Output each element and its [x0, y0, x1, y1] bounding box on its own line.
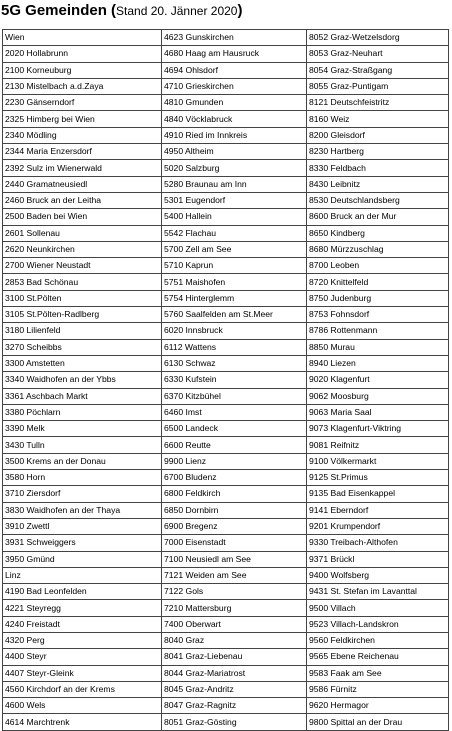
table-row [3, 470, 449, 486]
table-row [3, 372, 449, 388]
table-row [3, 78, 449, 94]
table-cell: 9900 Lienz [162, 453, 307, 469]
table-cell: 3710 Ziersdorf [3, 486, 162, 502]
table-cell: 8160 Weiz [307, 111, 449, 127]
table-row [3, 437, 449, 453]
table-cell: 4694 Ohlsdorf [162, 62, 307, 78]
table-cell: 9560 Feldkirchen [307, 632, 449, 648]
table-cell: 8230 Hartberg [307, 144, 449, 160]
table-cell: 6460 Imst [162, 404, 307, 420]
table-cell: 2130 Mistelbach a.d.Zaya [3, 78, 162, 94]
table-row [3, 453, 449, 469]
table-row [3, 567, 449, 583]
table-cell: 2325 Himberg bei Wien [3, 111, 162, 127]
table-cell: 2460 Bruck an der Leitha [3, 192, 162, 208]
table-cell: 3580 Horn [3, 470, 162, 486]
table-cell: 6500 Landeck [162, 421, 307, 437]
table-row [3, 209, 449, 225]
table-cell: 5751 Maishofen [162, 274, 307, 290]
table-cell: 9800 Spittal an der Drau [307, 714, 449, 730]
table-cell: 6112 Wattens [162, 339, 307, 355]
page-title [1, 0, 242, 24]
table-cell: 6020 Innsbruck [162, 323, 307, 339]
table-row [3, 502, 449, 518]
table-row [3, 518, 449, 534]
table-row [3, 290, 449, 306]
table-cell: 9586 Fürnitz [307, 681, 449, 697]
table-cell: 4810 Gmunden [162, 95, 307, 111]
table-cell: 5280 Braunau am Inn [162, 176, 307, 192]
table-cell: 8430 Leibnitz [307, 176, 449, 192]
table-cell: 4400 Steyr [3, 649, 162, 665]
open-paren: ( [106, 2, 117, 19]
table-cell: 5700 Zell am See [162, 241, 307, 257]
municipality-table [2, 29, 449, 731]
table-cell: 8786 Rottenmann [307, 323, 449, 339]
table-cell: 7121 Weiden am See [162, 567, 307, 583]
table-cell: 8052 Graz-Wetzelsdorg [307, 30, 449, 46]
table-cell: 8680 Mürzzuschlag [307, 241, 449, 257]
table-cell: Linz [3, 567, 162, 583]
table-cell: 3500 Krems an der Donau [3, 453, 162, 469]
table-cell: 7210 Mattersburg [162, 600, 307, 616]
table-cell: 2392 Sulz im Wienerwald [3, 160, 162, 176]
table-cell: 5710 Kaprun [162, 258, 307, 274]
table-row [3, 258, 449, 274]
table-cell: 9020 Klagenfurt [307, 372, 449, 388]
table-cell: 8040 Graz [162, 632, 307, 648]
table-cell: 4320 Perg [3, 632, 162, 648]
table-row [3, 274, 449, 290]
table-row [3, 600, 449, 616]
table-cell: 3390 Melk [3, 421, 162, 437]
table-cell: 6330 Kufstein [162, 372, 307, 388]
table-row [3, 535, 449, 551]
table-cell: 3100 St.Pölten [3, 290, 162, 306]
table-cell: 2230 Gänserndorf [3, 95, 162, 111]
table-cell: 4560 Kirchdorf an der Krems [3, 681, 162, 697]
table-cell: 9371 Brückl [307, 551, 449, 567]
table-cell: 6800 Feldkirch [162, 486, 307, 502]
table-cell: 6850 Dornbirn [162, 502, 307, 518]
table-cell: 8720 Knittelfeld [307, 274, 449, 290]
table-row [3, 584, 449, 600]
table-cell: 9583 Faak am See [307, 665, 449, 681]
table-cell: 5542 Flachau [162, 225, 307, 241]
table-cell: 2601 Sollenau [3, 225, 162, 241]
table-cell: 2020 Hollabrunn [3, 46, 162, 62]
table-cell: 8530 Deutschlandsberg [307, 192, 449, 208]
table-row [3, 714, 449, 730]
table-cell: 9135 Bad Eisenkappel [307, 486, 449, 502]
table-cell: 5760 Saalfelden am St.Meer [162, 307, 307, 323]
table-row [3, 421, 449, 437]
table-cell: 4950 Altheim [162, 144, 307, 160]
table-row [3, 681, 449, 697]
table-cell: 7122 Gols [162, 584, 307, 600]
table-cell: 4407 Steyr-Gleink [3, 665, 162, 681]
table-cell: 9100 Völkermarkt [307, 453, 449, 469]
table-row [3, 111, 449, 127]
table-cell: 8330 Feldbach [307, 160, 449, 176]
table-cell: 8055 Graz-Puntigam [307, 78, 449, 94]
table-cell: 5020 Salzburg [162, 160, 307, 176]
table-cell: 3340 Waidhofen an der Ybbs [3, 372, 162, 388]
table-cell: 3430 Tulln [3, 437, 162, 453]
close-paren: ) [237, 2, 243, 19]
table-cell: 4614 Marchtrenk [3, 714, 162, 730]
table-row [3, 616, 449, 632]
table-cell: 2620 Neunkirchen [3, 241, 162, 257]
table-cell: 3380 Pöchlarn [3, 404, 162, 420]
table-cell: 6130 Schwaz [162, 355, 307, 371]
table-cell: 7400 Oberwart [162, 616, 307, 632]
table-row [3, 486, 449, 502]
table-cell: 8054 Graz-Straßgang [307, 62, 449, 78]
table-cell: 4710 Grieskirchen [162, 78, 307, 94]
table-cell: 3910 Zwettl [3, 518, 162, 534]
table-cell: 2100 Korneuburg [3, 62, 162, 78]
table-row [3, 95, 449, 111]
table-cell: 2344 Maria Enzersdorf [3, 144, 162, 160]
table-cell: 9125 St.Primus [307, 470, 449, 486]
table-cell: 7000 Eisenstadt [162, 535, 307, 551]
table-row [3, 649, 449, 665]
table-cell: 8051 Graz-Gösting [162, 714, 307, 730]
table-cell: 9330 Treibach-Althofen [307, 535, 449, 551]
table-cell: 6600 Reutte [162, 437, 307, 453]
table-cell: 9431 St. Stefan im Lavanttal [307, 584, 449, 600]
table-cell: 8940 Liezen [307, 355, 449, 371]
table-cell: 8121 Deutschfeistritz [307, 95, 449, 111]
table-cell: 8053 Graz-Neuhart [307, 46, 449, 62]
table-cell: 4840 Vöcklabruck [162, 111, 307, 127]
table-row [3, 225, 449, 241]
table-row [3, 355, 449, 371]
table-row [3, 127, 449, 143]
table-cell: 9073 Klagenfurt-Viktring [307, 421, 449, 437]
table-cell: 8044 Graz-Mariatrost [162, 665, 307, 681]
table-cell: 9523 Villach-Landskron [307, 616, 449, 632]
table-row [3, 339, 449, 355]
table-row [3, 30, 449, 46]
table-cell: 4600 Wels [3, 698, 162, 714]
table-row [3, 192, 449, 208]
table-cell: 4190 Bad Leonfelden [3, 584, 162, 600]
table-cell: 3830 Waidhofen an der Thaya [3, 502, 162, 518]
table-cell: 9400 Wolfsberg [307, 567, 449, 583]
table-cell: 6700 Bludenz [162, 470, 307, 486]
table-cell: 3950 Gmünd [3, 551, 162, 567]
table-cell: 3270 Scheibbs [3, 339, 162, 355]
table-row [3, 241, 449, 257]
table-cell: 8650 Kindberg [307, 225, 449, 241]
table-cell: 8750 Judenburg [307, 290, 449, 306]
title-text: 5G Gemeinden [1, 2, 107, 19]
table-cell: 9081 Reifnitz [307, 437, 449, 453]
table-cell: 8850 Murau [307, 339, 449, 355]
table-cell: 2700 Wiener Neustadt [3, 258, 162, 274]
table-cell: 8200 Gleisdorf [307, 127, 449, 143]
table-cell: 6900 Bregenz [162, 518, 307, 534]
table-row [3, 46, 449, 62]
table-row [3, 323, 449, 339]
table-cell: 9620 Hermagor [307, 698, 449, 714]
table-row [3, 551, 449, 567]
table-cell: 9500 Villach [307, 600, 449, 616]
table-cell: 2853 Bad Schönau [3, 274, 162, 290]
table-cell: 8753 Fohnsdorf [307, 307, 449, 323]
table-cell: 6370 Kitzbühel [162, 388, 307, 404]
table-row [3, 160, 449, 176]
table-row [3, 144, 449, 160]
table-cell: 3361 Aschbach Markt [3, 388, 162, 404]
table-cell: 3105 St.Pölten-Radlberg [3, 307, 162, 323]
table-row [3, 62, 449, 78]
table-row [3, 632, 449, 648]
table-cell: 9141 Eberndorf [307, 502, 449, 518]
table-cell: 3931 Schweiggers [3, 535, 162, 551]
table-cell: Wien [3, 30, 162, 46]
table-row [3, 307, 449, 323]
table-cell: 3300 Amstetten [3, 355, 162, 371]
table-cell: 7100 Neusiedl am See [162, 551, 307, 567]
table-cell: 4240 Freistadt [3, 616, 162, 632]
table-cell: 9565 Ebene Reichenau [307, 649, 449, 665]
table-cell: 5400 Hallein [162, 209, 307, 225]
table-cell: 8041 Graz-Liebenau [162, 649, 307, 665]
table-cell: 3180 Lilienfeld [3, 323, 162, 339]
table-cell: 8047 Graz-Ragnitz [162, 698, 307, 714]
table-cell: 8700 Leoben [307, 258, 449, 274]
table-cell: 8045 Graz-Andritz [162, 681, 307, 697]
table-cell: 9062 Moosburg [307, 388, 449, 404]
table-cell: 2440 Gramatneusiedl [3, 176, 162, 192]
table-cell: 9063 Maria Saal [307, 404, 449, 420]
table-cell: 9201 Krumpendorf [307, 518, 449, 534]
table-row [3, 698, 449, 714]
table-row [3, 665, 449, 681]
table-cell: 2340 Mödling [3, 127, 162, 143]
table-cell: 2500 Baden bei Wien [3, 209, 162, 225]
table-row [3, 176, 449, 192]
table-cell: 5754 Hinterglemm [162, 290, 307, 306]
stand-date: Stand 20. Jänner 2020 [116, 4, 238, 18]
table-cell: 8600 Bruck an der Mur [307, 209, 449, 225]
table-row [3, 404, 449, 420]
table-cell: 4680 Haag am Hausruck [162, 46, 307, 62]
municipality-table-body [3, 30, 449, 731]
table-cell: 5301 Eugendorf [162, 192, 307, 208]
table-cell: 4623 Gunskirchen [162, 30, 307, 46]
table-cell: 4910 Ried im Innkreis [162, 127, 307, 143]
table-cell: 4221 Steyregg [3, 600, 162, 616]
table-row [3, 388, 449, 404]
